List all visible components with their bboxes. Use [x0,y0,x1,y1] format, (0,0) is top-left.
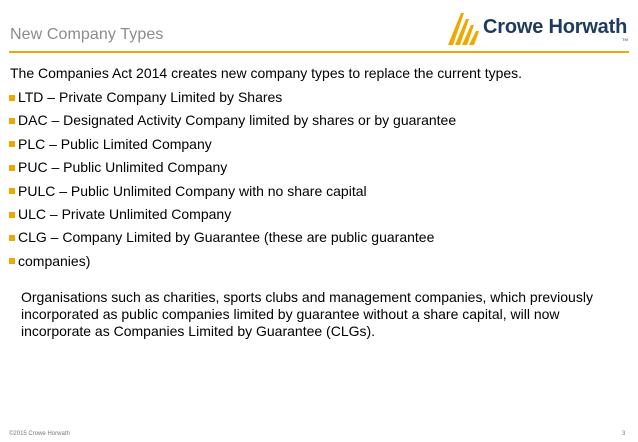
list-item-ltd [9,86,456,109]
bullet-square-icon [9,165,15,171]
bullet-square-icon [9,95,15,101]
company-logo [446,11,632,47]
list-item-clg-continued [9,250,456,273]
list-item-text: ULC – Private Unlimited Company [18,205,232,222]
page-title: New Company Types [10,26,164,43]
list-item-text: PUC – Public Unlimited Company [18,159,228,176]
bullet-square-icon [9,188,15,194]
bullet-square-icon [9,118,15,124]
list-item-dac [9,109,456,132]
list-item-text: DAC – Designated Activity Company limited by shares or by guarantee [18,112,457,129]
crowe-horwath-logo-icon [446,11,484,47]
intro-text: The Companies Act 2014 creates new company types to replace the current types. [10,65,523,81]
bullet-square-icon [9,212,15,218]
company-types-list [9,86,456,273]
list-item-text: LTD – Private Company Limited by Shares [18,89,283,105]
organisations-note: Organisations such as charities, sports clubs and management companies, which previously incorporated as public companies limited by guarantee without a share capital, will now incorporate as Companies Limited by Guarantee (CLGs). [21,289,593,339]
logo-trademark: TM [622,37,628,42]
list-item-plc [9,133,456,156]
page-number: 3 [622,431,626,437]
list-item-clg [9,226,456,249]
bullet-square-icon [9,258,15,264]
bullet-square-icon [9,235,15,241]
list-item-text: CLG – Company Limited by Guarantee (these are public guarantee [18,229,435,246]
list-item-text: PLC – Public Limited Company [18,135,212,152]
list-item-ulc [9,203,456,226]
list-item-puc [9,156,456,179]
bullet-square-icon [9,141,15,147]
footer-copyright: ©2015 Crowe Horwath [9,431,70,437]
title-divider [9,51,629,53]
list-item-pulc [9,180,456,203]
logo-wordmark: Crowe Horwath [483,16,628,38]
list-item-text: companies) [18,252,91,269]
list-item-text: PULC – Public Unlimited Company with no share capital [18,182,367,199]
